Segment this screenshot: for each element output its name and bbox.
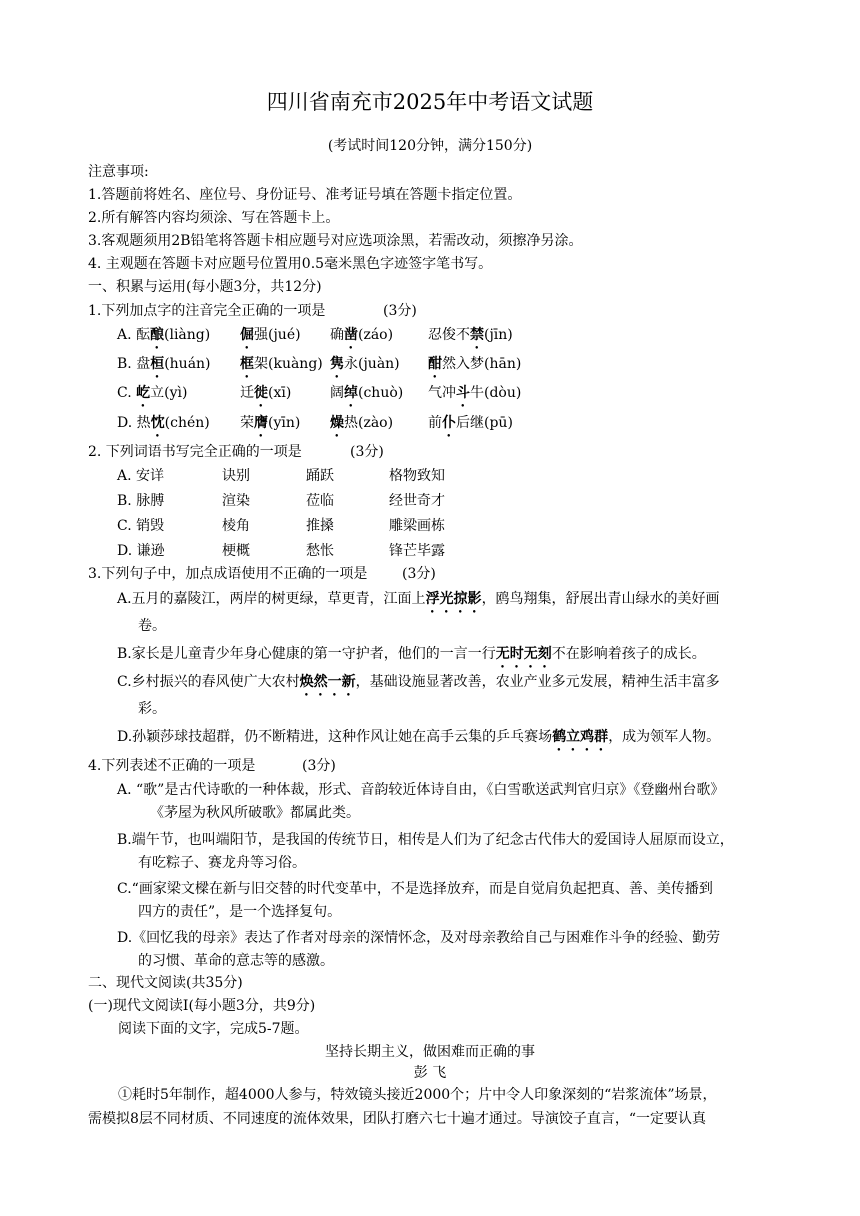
q1-option-item [240,354,323,381]
dotted-char: 凿 [344,327,358,343]
option-text: 荣 [240,415,254,431]
q1-option-item [117,354,211,381]
option-text: C.乡村振兴的春风使广大农村 [117,674,300,690]
q1-option-item [117,383,187,410]
q4-option: C.“画家梁文樑在新与旧交替的时代变革中，不是选择放弃，而是自觉肩负起把真、善、美传播到 [117,881,713,897]
q2-option-item: 棱角 [222,518,250,534]
dotted-char: 禁 [470,327,484,343]
dotted-char: 框 [240,356,254,372]
q2-option-item: 诀别 [222,468,250,484]
q2-option-item: 格物致知 [389,468,445,484]
q3-stem: 3.下列句子中，加点成语使用不正确的一项是 [88,566,368,582]
option-text: 强(jué) [254,327,301,343]
option-text: 架(kuàng) [254,356,323,372]
q2-option-item: A. 安详 [117,468,165,484]
dotted-idiom: 浮光掠影 [425,591,482,607]
option-text: 前 [428,415,442,431]
article-title: 坚持长期主义，做困难而正确的事 [325,1044,535,1060]
q2-option-item: D. 谦逊 [117,543,165,559]
option-text: 不在影响着孩子的成长。 [551,646,706,662]
dotted-char: 绰 [344,385,358,401]
q1-option-item [330,413,393,440]
option-text: (xī) [268,385,292,401]
dotted-idiom: 焕然一新 [299,674,356,690]
option-text: (yīn) [268,415,301,431]
q4-score: (3分) [302,758,336,774]
q1-option-item [330,383,403,410]
q2-option-item: 愁怅 [306,543,334,559]
q3-option-continued: 卷。 [138,618,166,634]
option-text: 确 [330,327,344,343]
q4-option-continued: 有吃粽子、赛龙舟等习俗。 [138,855,306,871]
q1-option-item [428,325,513,352]
option-text: 然入梦(hān) [442,356,522,372]
option-text: ，成为领军人物。 [608,729,721,745]
note-item: 4. 主观题在答题卡对应题号位置用0.5毫米黑色字迹签字笔书写。 [88,256,493,272]
dotted-idiom: 无时无刻 [495,646,552,662]
q4-option-continued: 四方的责任”，是一个选择复句。 [138,904,342,920]
dotted-char: 酿 [150,327,165,343]
q2-option-item: 雕梁画栋 [389,518,445,534]
option-text: C. [117,385,137,401]
dotted-char: 燥 [330,415,344,431]
section1-heading: 一、积累与运用(每小题3分，共12分) [88,279,322,295]
option-text: (chuò) [358,385,404,401]
q4-option: D.《回忆我的母亲》表达了作者对母亲的深情怀念，及对母亲教给自己与困难作斗争的经验、勤劳 [117,930,721,946]
dotted-char: 仆 [442,415,456,431]
option-text: A. 酝 [117,327,151,343]
option-text: 气冲 [428,385,456,401]
q4-option-continued: 的习惯、革命的意志等的感激。 [138,953,334,969]
option-text: 永(juàn) [344,356,400,372]
dotted-char: 桓 [150,356,165,372]
option-text: 忍俊不 [428,327,470,343]
option-text: 立(yì) [150,385,188,401]
dotted-char: 屹 [136,385,151,401]
q4-option: B.端午节，也叫端阳节，是我国的传统节日，相传是人们为了纪念古代伟大的爱国诗人屈原而设立， [117,832,734,848]
article-paragraph: ①耗时5年制作，超4000人参与，特效镜头接近2000个；片中令人印象深刻的“岩浆流体”场景， [118,1087,717,1103]
option-text: 迁 [240,385,254,401]
option-text: 后继(pū) [456,415,513,431]
q1-option-item [117,325,210,352]
section2-sub1: (一)现代文阅读I(每小题3分，共9分) [88,998,316,1014]
option-text: D.孙颖莎球技超群，仍不断精进，这种作风让她在高手云集的乒乓赛场 [117,729,553,745]
q1-option-item [428,413,513,440]
option-text: 牛(dòu) [470,385,522,401]
q2-option-item: 锋芒毕露 [389,543,445,559]
option-text: 阔 [330,385,344,401]
note-item: 1.答题前将姓名、座位号、身份证号、准考证号填在答题卡指定位置。 [88,187,522,203]
q1-option-item [428,354,521,381]
q2-stem: 2. 下列词语书写完全正确的一项是 [88,444,302,460]
q3-score: (3分) [402,566,436,582]
exam-info: (考试时间120分钟，满分150分) [327,138,533,154]
option-text: ，鸥鸟翔集，舒展出青山绿水的美好画 [481,591,720,607]
option-text: (chén) [164,415,210,431]
q2-option-item: 踊跃 [306,468,334,484]
reading-instruction: 阅读下面的文字，完成5-7题。 [118,1021,309,1037]
q2-option-item: 经世奇才 [389,493,445,509]
notes-heading: 注意事项: [88,164,149,180]
dotted-char: 酣 [428,356,442,372]
article-author: 彭 飞 [413,1065,447,1081]
q2-option-item: 渲染 [222,493,250,509]
q3-option [117,727,720,754]
q2-score: (3分) [350,444,384,460]
option-text: (jīn) [484,327,513,343]
q2-option-item: 莅临 [306,493,334,509]
option-text: 热(zào) [344,415,394,431]
q3-option [117,589,720,616]
option-text: (záo) [358,327,394,343]
q1-stem: 1.下列加点字的注音完全正确的一项是 [88,303,326,319]
note-item: 3.客观题须用2B铅笔将答题卡相应题号对应选项涂黑，若需改动，须擦净另涂。 [88,233,583,249]
q2-option-item: C. 销毁 [117,518,165,534]
dotted-char: 徙 [254,385,268,401]
dotted-char: 斗 [456,385,470,401]
article-paragraph: 需模拟8层不同材质、不同速度的流体效果，团队打磨六七十遍才通过。导演饺子直言，“一定要认真 [88,1111,707,1127]
dotted-idiom: 鹤立鸡群 [552,729,609,745]
section2-heading: 二、现代文阅读(共35分) [88,975,243,991]
dotted-char: 倔 [240,327,254,343]
note-item: 2.所有解答内容均须涂、写在答题卡上。 [88,210,340,226]
q2-option-item: 推搡 [306,518,334,534]
q1-option-item [240,325,301,352]
option-text: (huán) [164,356,211,372]
option-text: (liàng) [164,327,211,343]
q4-option: A. “歌”是古代诗歌的一种体裁，形式、音韵较近体诗自由，《白雪歌送武判官归京》《登幽州台歌》 [117,782,725,798]
q1-option-item [330,325,393,352]
option-text: A.五月的嘉陵江，两岸的树更绿，草更青，江面上 [117,591,426,607]
q4-stem: 4.下列表述不正确的一项是 [88,758,256,774]
option-text: D. 热 [117,415,151,431]
q1-option-item [117,413,210,440]
q2-option-item: 梗概 [222,543,250,559]
q1-score: (3分) [383,303,417,319]
page-title: 四川省南充市2025年中考语文试题 [266,90,594,114]
q2-option-item: B. 脉膊 [117,493,165,509]
q1-option-item [240,413,300,440]
q4-option-continued: 《茅屋为秋风所破歌》都属此类。 [150,805,360,821]
q3-option-continued: 彩。 [138,701,166,717]
option-text: B.家长是儿童青少年身心健康的第一守护者，他们的一言一行 [117,646,496,662]
q1-option-item [240,383,291,410]
q3-option [117,672,720,699]
dotted-char: 忱 [150,415,165,431]
q3-option [117,644,706,671]
q1-option-item [428,383,521,410]
dotted-char: 膺 [254,415,268,431]
option-text: ，基础设施显著改善，农业产业多元发展，精神生活丰富多 [355,674,720,690]
option-text: B. 盘 [117,356,151,372]
q1-option-item [330,354,400,381]
dotted-char: 隽 [330,356,344,372]
